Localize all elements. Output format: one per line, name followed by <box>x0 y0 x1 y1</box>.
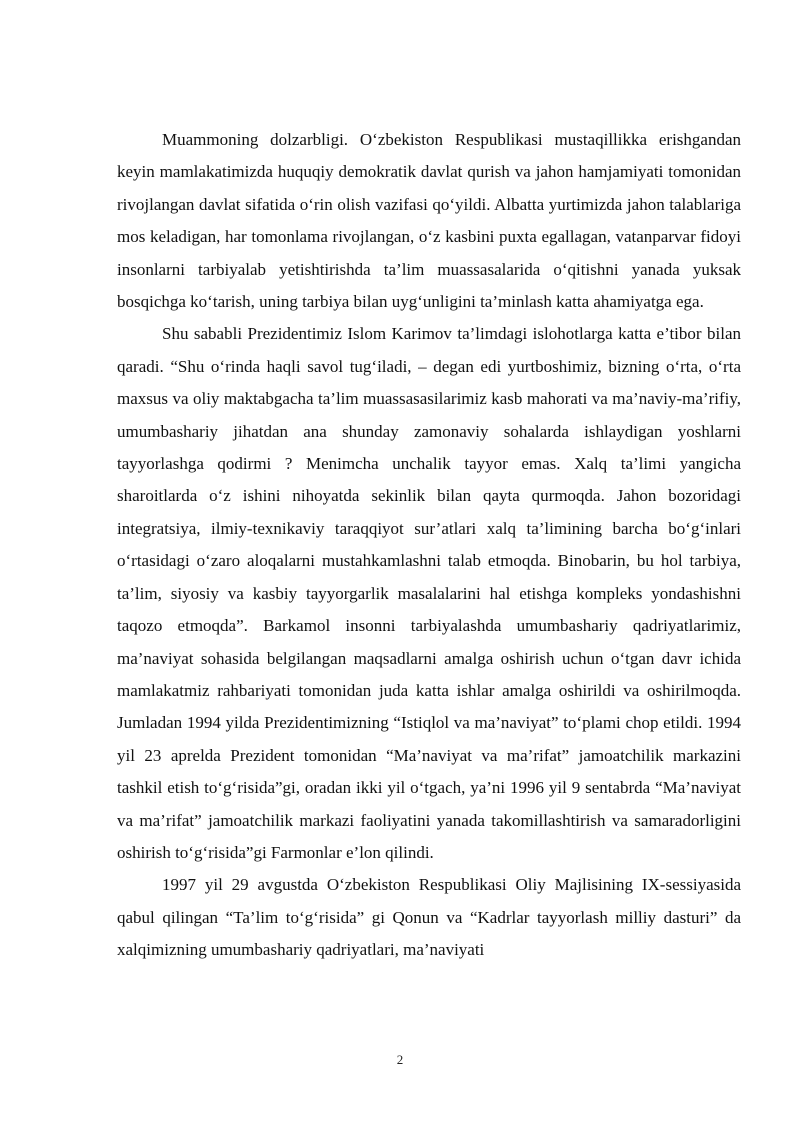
page-number: 2 <box>396 1052 404 1067</box>
paragraph-1: Muammoning dolzarbligi. O‘zbekiston Respublikasi mustaqillikka erishgandan keyin mamlakatimizda huquqiy demokratik davlat qurish va jahon hamjamiyati tomonidan rivojlangan davlat sifatida o‘rin olish vazifasi qo‘yildi. Albatta yurtimizda jahon talablariga mos keladigan, har tomonlama rivojlangan, o‘z kasbini puxta egallagan, vatanparvar fidoyi insonlarni tarbiyalab yetishtirishda ta’lim muassasalarida o‘qitishni yanada yuksak bosqichga ko‘tarish, uning tarbiya bilan uyg‘unligini ta’minlash katta ahamiyatga ega. <box>117 130 741 312</box>
paragraph-3: 1997 yil 29 avgustda O‘zbekiston Respublikasi Oliy Majlisining IX-sessiyasida qabul qilingan “Ta’lim to‘g‘risida” gi Qonun va “Kadrlar tayyorlash milliy dasturi” da xalqimizning umumbashariy qadriyatlari, ma’naviyati <box>117 875 741 960</box>
paragraph-2: Shu sababli Prezidentimiz Islom Karimov ta’limdagi islohotlarga katta e’tibor bilan qaradi. “Shu o‘rinda haqli savol tug‘iladi, – degan edi yurtboshimiz, bizning o‘rta, o‘rta maxsus va oliy maktabgacha ta’lim muassasasilarimiz kasb mahorati va ma’naviy-ma’rifiy, umumbashariy jihatdan ana shunday zamonaviy sohalarda ishlaydigan yoshlarni tayyorlashga qodirmi ? Menimcha unchalik tayyor emas. Xalq ta’limi yangicha sharoitlarda o‘z ishini nihoyatda sekinlik bilan qayta qurmoqda. Jahon bozoridagi integratsiya, ilmiy-texnikaviy taraqqiyot sur’atlari xalq ta’limining barcha bo‘g‘inlari o‘rtasidagi o‘zaro aloqalarni mustahkamlashni talab etmoqda. Binobarin, bu hol tarbiya, ta’lim, siyosiy va kasbiy tayyorgarlik masalalarini hal etishga kompleks yondashishni taqozo etmoqda”. Barkamol insonni tarbiyalashda umumbashariy qadriyatlarimiz, ma’naviyat sohasida belgilangan maqsadlarni amalga oshirish uchun o‘tgan davr ichida mamlakatmiz rahbariyati tomonidan juda katta ishlar amalga oshirildi va oshirilmoqda. Jumladan 1994 yilda Prezidentimizning “Istiqlol va ma’naviyat” to‘plami chop etildi. 1994 yil 23 aprelda Prezident tomonidan “Ma’naviyat va ma’rifat” jamoatchilik markazini tashkil etish to‘g‘risida”gi, oradan ikki yil o‘tgach, ya’ni 1996 yil 9 sentabrda “Ma’naviyat va ma’rifat” jamoatchilik markazi faoliyatini yanada takomillashtirish va samaradorligini oshirish to‘g‘risida”gi Farmonlar e’lon qilindi. <box>117 324 741 862</box>
document-page <box>117 124 741 967</box>
